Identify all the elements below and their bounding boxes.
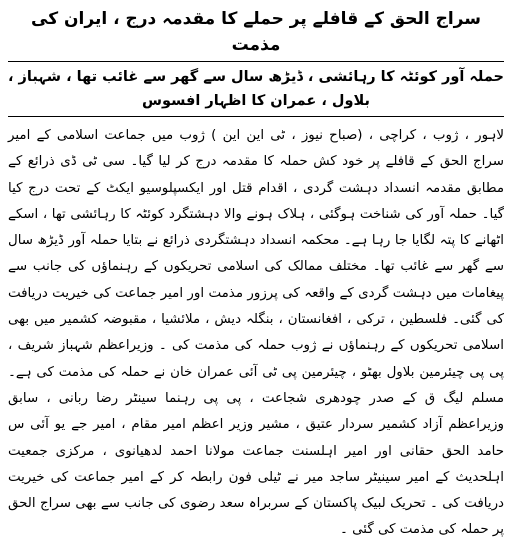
article-body: لاہور ، ژوب ، کراچی ، (صباح نیوز ، ٹی این این ) ژوب میں جماعت اسلامی کے امیر سراج الحق کے قافلے پر خود کش حملہ کا مقدمہ درج کر لیا گیا۔ سی ٹی ڈی ذرائع کے مطابق مقدمہ انسداد دہشت گردی ، اقدام قتل اور ایکسپلوسیو ایکٹ کے تحت درج کیا گیا۔ حملہ آور کی شناخت ہوگئی ، ہلاک ہونے والا دہشتگرد کوئٹہ کا رہائشی تھا ، اسکے اٹھانے کا پتہ لگایا جا رہا ہے۔ محکمہ انسداد دہشتگردی ذرائع نے بتایا حملہ آور ڈیڑھ سال سے گھر سے غائب تھا۔ مختلف ممالک کی اسلامی تحریکوں کے رہنماؤں کی جانب سے پیغامات میں دہشت گردی کے واقعہ کی پرزور مذمت اور امیر جماعت کی خیریت دریافت کی گئی۔ فلسطین ، ترکی ، افغانستان ، بنگلہ دیش ، ملائشیا ، مقبوضہ کشمیر میں بھی اسلامی تحریکوں کے رہنماؤں نے ژوب حملہ کی مذمت کی ۔ وزیراعظم شہباز شریف ، پی پی چیئرمین بلاول بھٹو ، چیئرمین پی ٹی آئی عمران خان نے حملہ کی مذمت کی ہے۔ مسلم لیگ ق کے صدر چودھری شجاعت ، پی پی رہنما سینٹر رضا ربانی ، سابق وزیراعظم آزاد کشمیر سردار عتیق ، مشیر وزیر اعظم امیر مقام ، امیر جے یو آئی س حامد الحق حقانی اور امیر اہلسنت جماعت مولانا احمد لدھیانوی ، مرکزی جمعیت اہلحدیث کے امیر سینیٹر ساجد میر نے ٹیلی فون رابطہ کر کے امیر جماعت کی خیریت دریافت کی ۔ تحریک لبیک پاکستان کے سربراہ سعد رضوی کی جانب سے بھی سراج الحق پر حملہ کی مذمت کی گئی ۔ bbox=[8, 128, 504, 538]
headline: سراج الحق کے قافلے پر حملے کا مقدمہ درج ، ایران کی مذمت bbox=[31, 9, 481, 55]
headline-divider bbox=[8, 61, 504, 62]
subheadline-divider bbox=[8, 116, 504, 117]
subheadline: حملہ آور کوئٹہ کا رہائشی ، ڈیڑھ سال سے گھر سے غائب تھا ، شہباز ، بلاول ، عمران کا اظہار افسوس bbox=[8, 69, 504, 109]
